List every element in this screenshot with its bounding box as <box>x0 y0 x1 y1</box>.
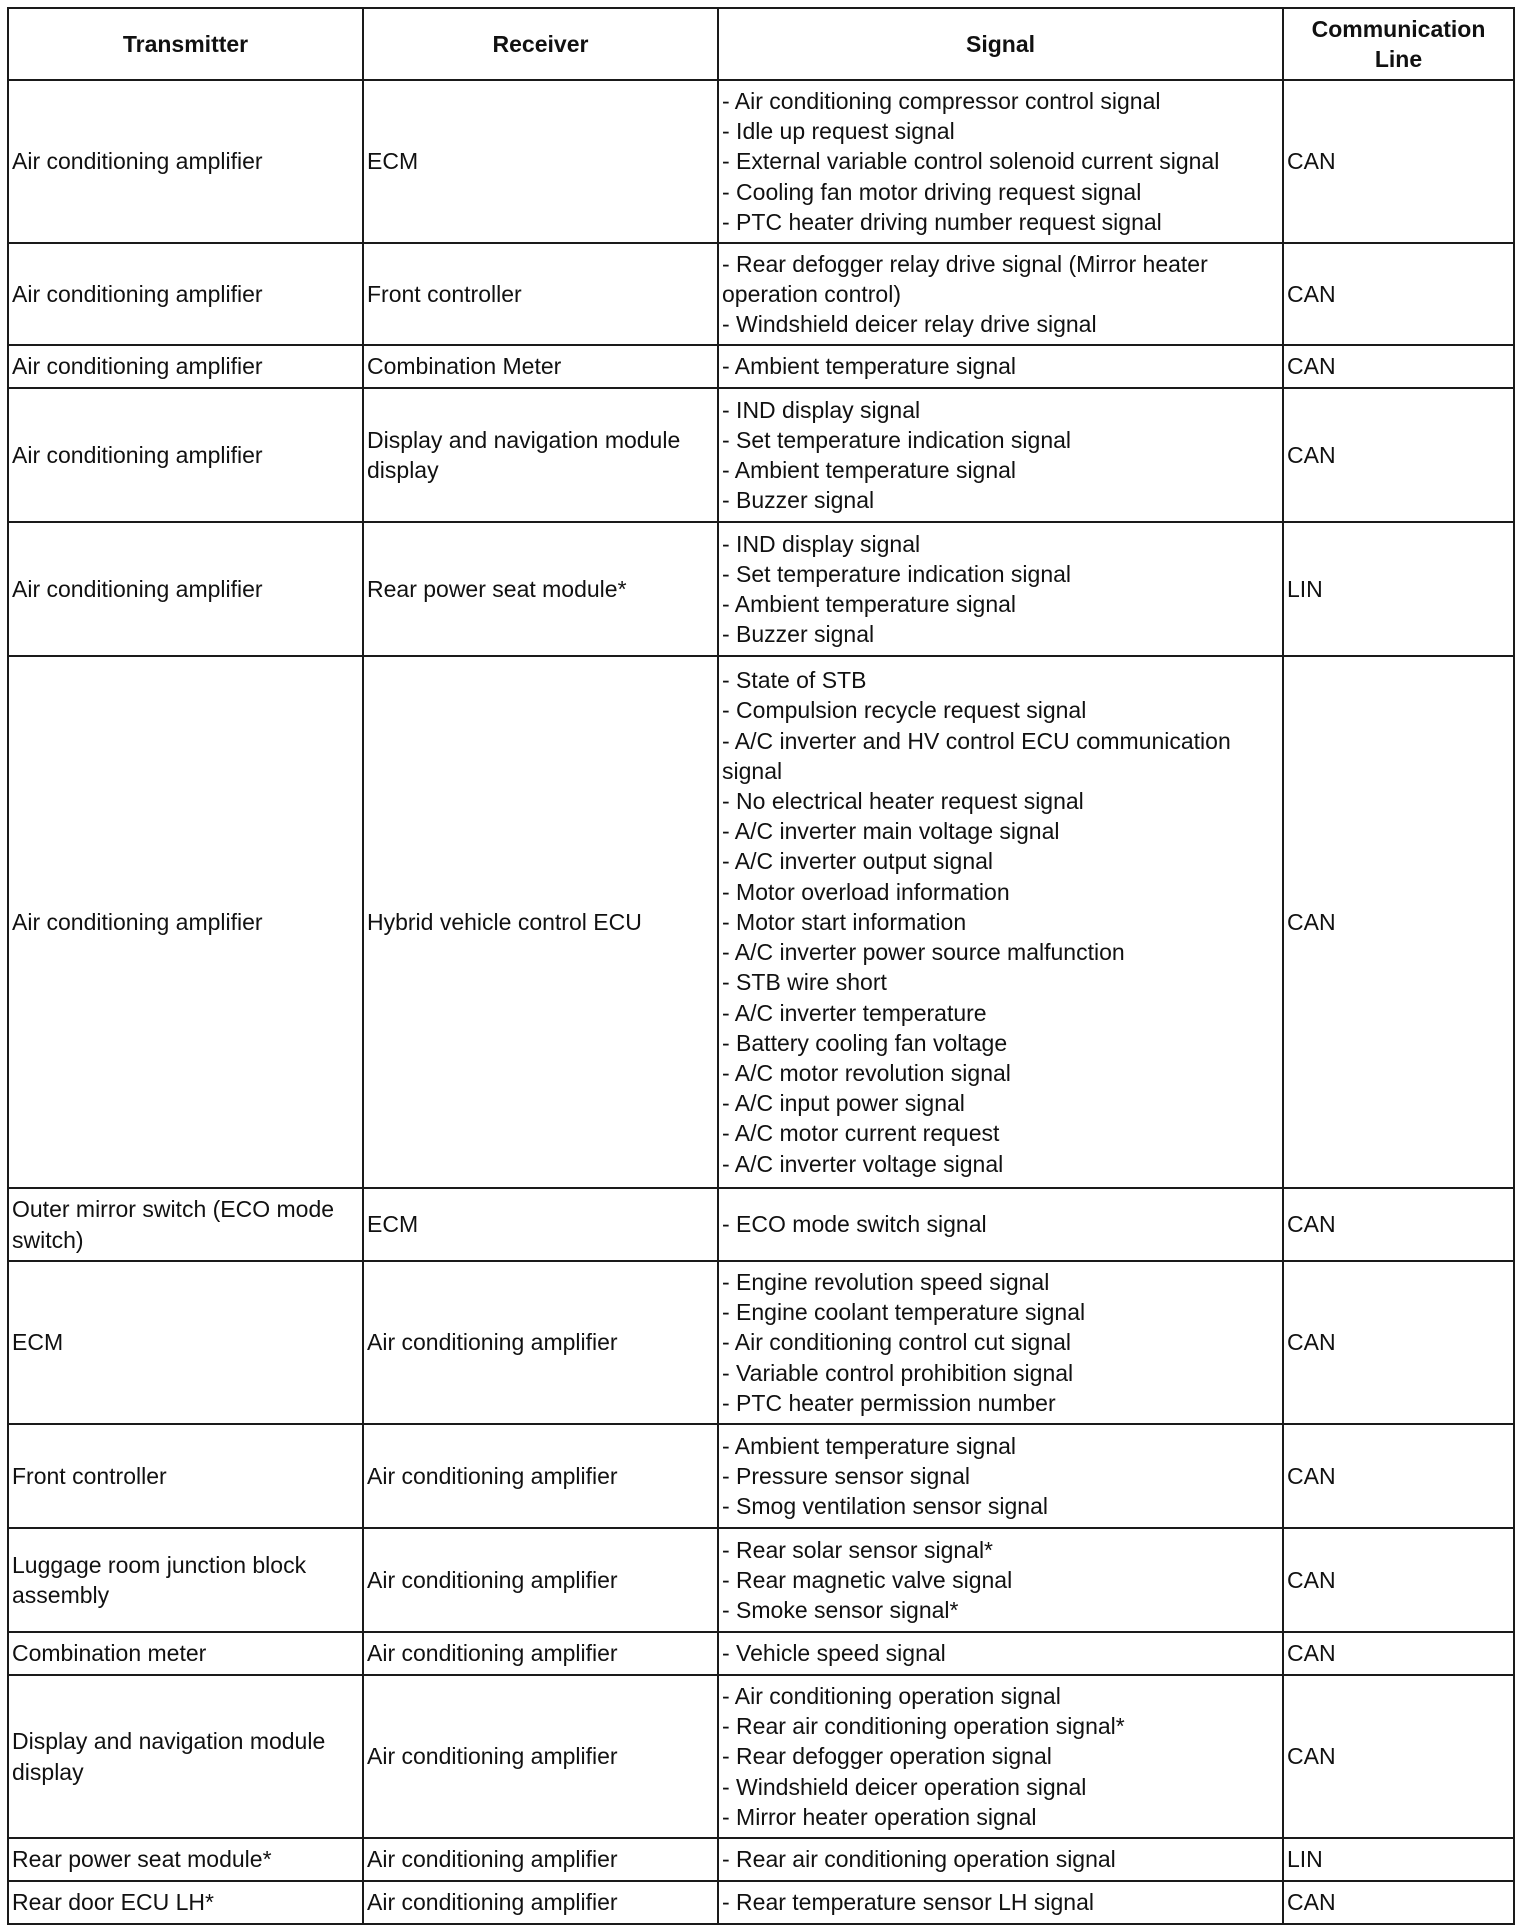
receiver-cell: Front controller <box>363 243 718 345</box>
signal-cell <box>718 656 1283 1188</box>
table-row <box>8 1424 1514 1528</box>
table-row <box>8 345 1514 388</box>
signal-item: - STB wire short <box>722 969 887 996</box>
receiver-cell: Air conditioning amplifier <box>363 1632 718 1675</box>
signal-item: - Rear air conditioning operation signal <box>722 1846 1116 1873</box>
signal-item: - Engine coolant temperature signal <box>722 1299 1086 1326</box>
signal-item: - No electrical heater request signal <box>722 788 1084 815</box>
table-body <box>8 80 1514 1924</box>
table-row <box>8 1881 1514 1924</box>
signal-item: - Cooling fan motor driving request signal <box>722 178 1142 205</box>
communication-line-cell: CAN <box>1283 1675 1514 1838</box>
signal-item: - Windshield deicer operation signal <box>722 1773 1087 1800</box>
signal-cell <box>718 1881 1283 1924</box>
signal-item: - Smog ventilation sensor signal <box>722 1493 1048 1520</box>
header-receiver: Receiver <box>363 8 718 80</box>
table-row <box>8 1188 1514 1261</box>
signal-item: - Air conditioning compressor control signal <box>722 87 1161 114</box>
communication-line-cell: CAN <box>1283 1528 1514 1632</box>
transmitter-cell: Air conditioning amplifier <box>8 656 363 1188</box>
signal-item: - Air conditioning control cut signal <box>722 1329 1072 1356</box>
signal-item: - Motor overload information <box>722 878 1010 905</box>
signal-item: - PTC heater permission number <box>722 1389 1056 1416</box>
receiver-cell: ECM <box>363 1188 718 1261</box>
signal-item: - Motor start information <box>722 908 967 935</box>
signal-item: - Rear defogger operation signal <box>722 1743 1052 1770</box>
signal-item: - Buzzer signal <box>722 487 875 514</box>
receiver-cell: Air conditioning amplifier <box>363 1838 718 1881</box>
signal-cell <box>718 522 1283 656</box>
communication-line-cell: CAN <box>1283 656 1514 1188</box>
signal-item: - Rear solar sensor signal* <box>722 1536 994 1563</box>
header-transmitter: Transmitter <box>8 8 363 80</box>
signal-cell <box>718 1188 1283 1261</box>
transmitter-cell: Combination meter <box>8 1632 363 1675</box>
table-row <box>8 1632 1514 1675</box>
signal-item: - State of STB <box>722 667 867 694</box>
signal-cell <box>718 345 1283 388</box>
table-row <box>8 388 1514 522</box>
communication-line-cell: CAN <box>1283 243 1514 345</box>
signal-item: - Set temperature indication signal <box>722 426 1072 453</box>
signal-item: - Rear air conditioning operation signal* <box>722 1713 1125 1740</box>
table-row <box>8 522 1514 656</box>
signal-item: - PTC heater driving number request signal <box>722 208 1162 235</box>
signal-item: - A/C inverter and HV control ECU communication signal <box>722 727 1231 784</box>
signal-item: - Ambient temperature signal <box>722 1432 1017 1459</box>
signal-item: - A/C motor revolution signal <box>722 1059 1011 1086</box>
receiver-cell: Hybrid vehicle control ECU <box>363 656 718 1188</box>
table-row <box>8 1838 1514 1881</box>
signal-item: - External variable control solenoid current signal <box>722 148 1220 175</box>
signal-item: - A/C inverter power source malfunction <box>722 939 1125 966</box>
signal-item: - Set temperature indication signal <box>722 560 1072 587</box>
signal-item: - Idle up request signal <box>722 118 955 145</box>
signal-item: - A/C inverter main voltage signal <box>722 818 1060 845</box>
signal-item: - Variable control prohibition signal <box>722 1359 1074 1386</box>
receiver-cell: Air conditioning amplifier <box>363 1881 718 1924</box>
signal-item: - Mirror heater operation signal <box>722 1803 1037 1830</box>
receiver-cell: Combination Meter <box>363 345 718 388</box>
receiver-cell: Air conditioning amplifier <box>363 1424 718 1528</box>
signal-cell <box>718 80 1283 243</box>
transmitter-cell: Air conditioning amplifier <box>8 388 363 522</box>
communication-table <box>7 7 1515 1925</box>
signal-item: - A/C inverter voltage signal <box>722 1150 1004 1177</box>
header-line-word-1: Communication <box>1311 16 1486 42</box>
table-row <box>8 656 1514 1188</box>
transmitter-cell: Air conditioning amplifier <box>8 243 363 345</box>
header-line-word-2: Line <box>1374 46 1423 72</box>
communication-line-cell: LIN <box>1283 522 1514 656</box>
transmitter-cell: Luggage room junction block assembly <box>8 1528 363 1632</box>
receiver-cell: Air conditioning amplifier <box>363 1675 718 1838</box>
signal-cell <box>718 243 1283 345</box>
header-signal: Signal <box>718 8 1283 80</box>
signal-item: - Ambient temperature signal <box>722 353 1017 380</box>
table-row <box>8 1675 1514 1838</box>
signal-item: - A/C inverter output signal <box>722 848 994 875</box>
communication-line-cell: CAN <box>1283 1632 1514 1675</box>
signal-cell <box>718 1528 1283 1632</box>
transmitter-cell: Rear door ECU LH* <box>8 1881 363 1924</box>
signal-cell <box>718 1632 1283 1675</box>
transmitter-cell: Outer mirror switch (ECO mode switch) <box>8 1188 363 1261</box>
signal-item: - A/C inverter temperature <box>722 999 987 1026</box>
table-row <box>8 1528 1514 1632</box>
signal-item: - A/C input power signal <box>722 1090 965 1117</box>
communication-line-cell: CAN <box>1283 388 1514 522</box>
table-row <box>8 80 1514 243</box>
signal-item: - Air conditioning operation signal <box>722 1682 1061 1709</box>
header-communication-line <box>1283 8 1514 80</box>
communication-line-cell: CAN <box>1283 80 1514 243</box>
transmitter-cell: Air conditioning amplifier <box>8 345 363 388</box>
signal-cell <box>718 1424 1283 1528</box>
signal-item: - Buzzer signal <box>722 621 875 648</box>
transmitter-cell: ECM <box>8 1261 363 1424</box>
signal-item: - IND display signal <box>722 530 921 557</box>
signal-cell <box>718 388 1283 522</box>
signal-item: - Rear temperature sensor LH signal <box>722 1889 1094 1916</box>
table-row <box>8 1261 1514 1424</box>
receiver-cell: Display and navigation module display <box>363 388 718 522</box>
communication-line-cell: CAN <box>1283 345 1514 388</box>
signal-item: - Smoke sensor signal* <box>722 1597 959 1624</box>
communication-table-sheet <box>7 7 1513 1925</box>
receiver-cell: Air conditioning amplifier <box>363 1261 718 1424</box>
communication-line-cell: CAN <box>1283 1424 1514 1528</box>
signal-item: - Rear magnetic valve signal <box>722 1566 1013 1593</box>
receiver-cell: Rear power seat module* <box>363 522 718 656</box>
communication-line-cell: CAN <box>1283 1261 1514 1424</box>
transmitter-cell: Air conditioning amplifier <box>8 522 363 656</box>
receiver-cell: Air conditioning amplifier <box>363 1528 718 1632</box>
signal-item: - Battery cooling fan voltage <box>722 1029 1008 1056</box>
signal-item: - Vehicle speed signal <box>722 1640 946 1667</box>
signal-item: - ECO mode switch signal <box>722 1211 987 1238</box>
signal-item: - IND display signal <box>722 396 921 423</box>
signal-item: - Rear defogger relay drive signal (Mirror heater operation control) <box>722 250 1208 307</box>
signal-item: - A/C motor current request <box>722 1120 1000 1147</box>
signal-cell <box>718 1675 1283 1838</box>
table-row <box>8 243 1514 345</box>
communication-line-cell: CAN <box>1283 1881 1514 1924</box>
signal-item: - Compulsion recycle request signal <box>722 697 1087 724</box>
signal-item: - Engine revolution speed signal <box>722 1268 1050 1295</box>
transmitter-cell: Air conditioning amplifier <box>8 80 363 243</box>
signal-item: - Windshield deicer relay drive signal <box>722 311 1097 338</box>
transmitter-cell: Display and navigation module display <box>8 1675 363 1838</box>
transmitter-cell: Front controller <box>8 1424 363 1528</box>
signal-item: - Ambient temperature signal <box>722 457 1017 483</box>
communication-line-cell: LIN <box>1283 1838 1514 1881</box>
signal-item: - Pressure sensor signal <box>722 1462 970 1489</box>
signal-cell <box>718 1261 1283 1424</box>
signal-item: - Ambient temperature signal <box>722 591 1017 617</box>
header-row <box>8 8 1514 80</box>
communication-line-cell: CAN <box>1283 1188 1514 1261</box>
transmitter-cell: Rear power seat module* <box>8 1838 363 1881</box>
receiver-cell: ECM <box>363 80 718 243</box>
signal-cell <box>718 1838 1283 1881</box>
